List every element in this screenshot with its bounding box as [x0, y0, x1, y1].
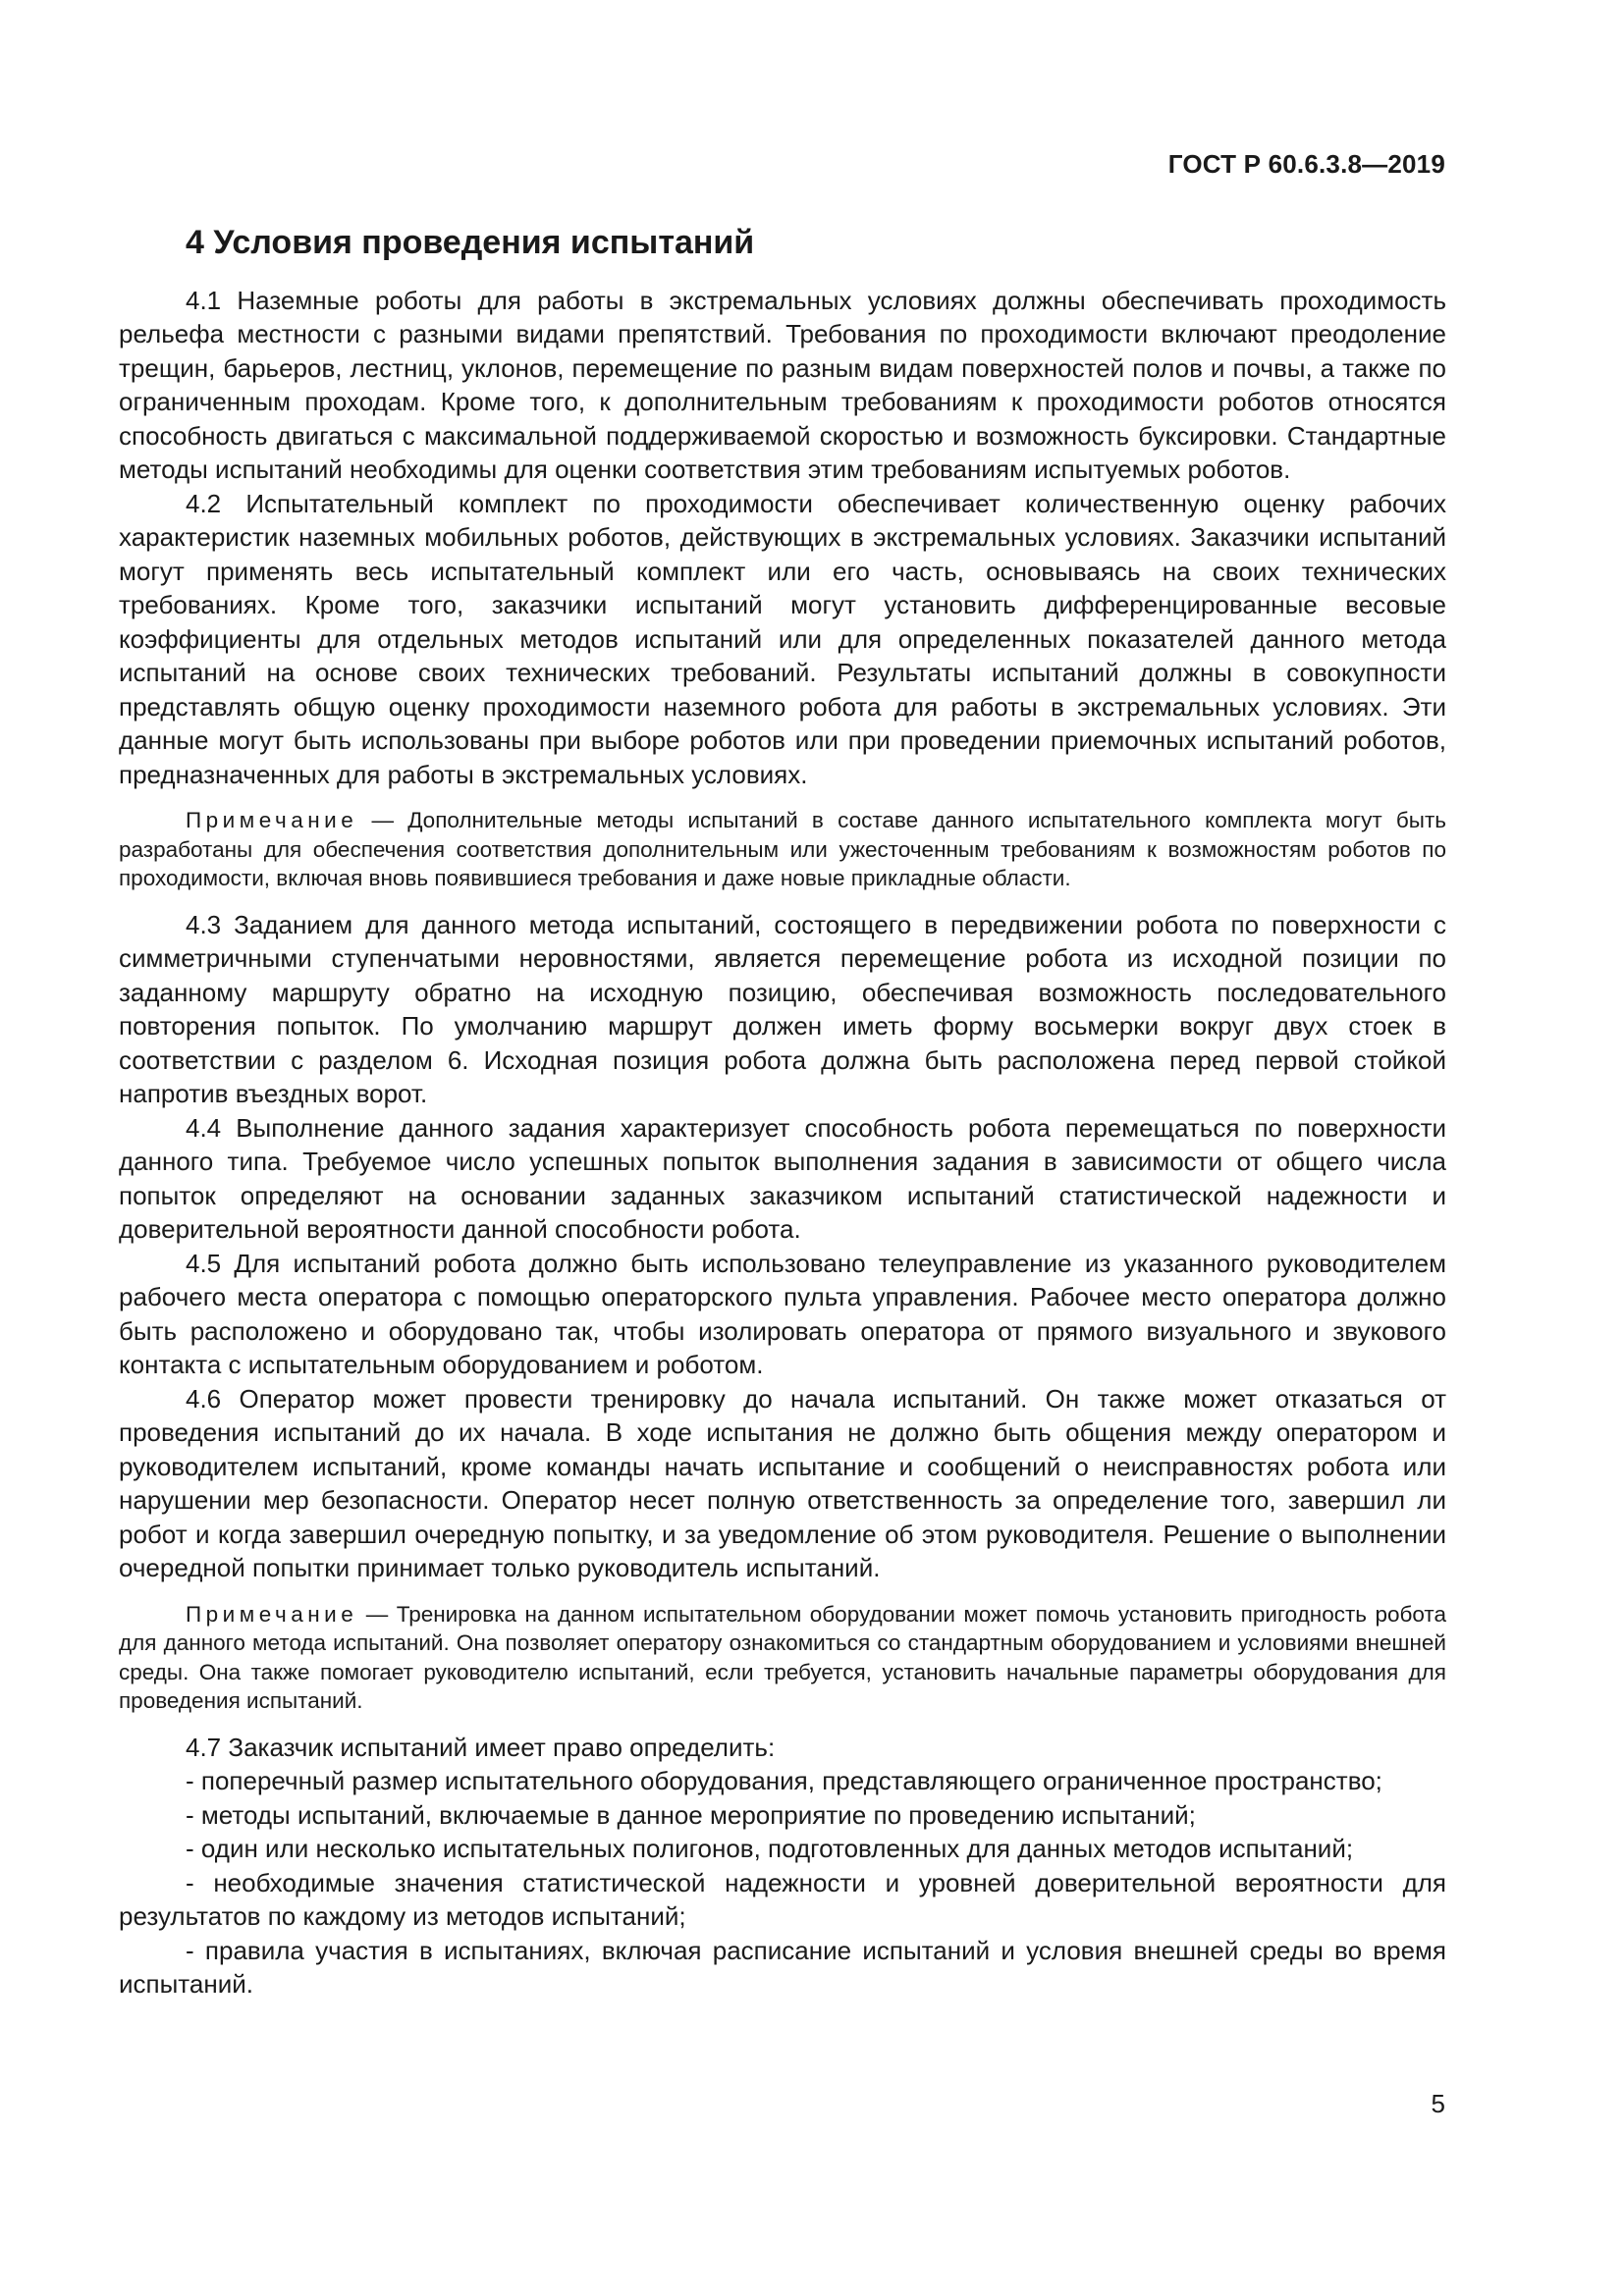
paragraph-4-6: 4.6 Оператор может провести тренировку до начала испытаний. Он также может отказаться от проведения испытаний до их начала. В ходе испытания не должно быть общения между оператором и руководителем испытаний, кроме команды начать испытание и сообщений о неисправностях робота или нарушении мер безопасности. Оператор несет полную ответственность за определение того, завершил ли робот и когда завершил очередную попытку, и за уведомление об этом руководителя. Решение о выполнении очередной попытки принимает только руководитель испытаний. — [119, 1383, 1446, 1582]
list-item: - необходимые значения статистической надежности и уровней доверительной вероятности для результатов по каждому из методов испытаний; — [119, 1867, 1446, 1931]
paragraph-4-2: 4.2 Испытательный комплект по проходимости обеспечивает количественную оценку рабочих характеристик наземных мобильных роботов, действующих в экстремальных условиях. Заказчики испытаний могут применять весь испытательный комплект или его часть, основываясь на своих технических требованиях. Кроме того, заказчики испытаний могут установить дифференцированные весовые коэффициенты для отдельных методов испытаний или для определенных показателей данного метода испытаний на основе своих технических требований. Результаты испытаний должны в совокупности представлять общую оценку проходимости наземного робота для работы в экстремальных условиях. Эти данные могут быть использованы при выборе роботов или при проведении приемочных испытаний роботов, предназначенных для работы в экстремальных условиях. — [119, 488, 1446, 789]
paragraph-4-4: 4.4 Выполнение данного задания характеризует способность робота перемещаться по поверхности данного типа. Требуемое число успешных попыток выполнения задания в зависимости от общего числа попыток определяют на основании заданных заказчиком испытаний статистической надежности и доверительной вероятности данной способности робота. — [119, 1112, 1446, 1244]
list-item: - методы испытаний, включаемые в данное мероприятие по проведению испытаний; — [186, 1799, 1196, 1830]
note-label: Примечание — [186, 1601, 358, 1627]
note-label: Примечание — [186, 808, 358, 832]
list-item: - один или несколько испытательных полигонов, подготовленных для данных методов испытаний; — [186, 1834, 1354, 1863]
note-text: — Дополнительные методы испытаний в составе данного испытательного комплекта могут быть разработаны для обеспечения соответствия дополнительным или ужесточенным требованиям к возможностям роботов по проходимости, включая вновь появившиеся требования и даже новые прикладные области. — [119, 808, 1446, 890]
document-code-header: ГОСТ Р 60.6.3.8—2019 — [1167, 149, 1445, 179]
page-number: 5 — [1431, 2089, 1445, 2118]
paragraph-4-1: 4.1 Наземные роботы для работы в экстремальных условиях должны обеспечивать проходимость рельефа местности с разными видами препятствий. Требования по проходимости включают преодоление трещин, барьеров, лестниц, уклонов, перемещение по разным видам поверхностей полов и почвы, а также по ограниченным проходам. Кроме того, к дополнительным требованиям к проходимости роботов относятся способность двигаться с максимальной поддерживаемой скоростью и возможность буксировки. Стандартные методы испытаний необходимы для оценки соответствия этим требованиям испытуемых роботов. — [119, 285, 1446, 484]
note-2 — [119, 1600, 1446, 1716]
note-1 — [119, 806, 1446, 893]
paragraph-4-3: 4.3 Заданием для данного метода испытаний, состоящего в передвижении робота по поверхности с симметричными ступенчатыми неровностями, является перемещение робота из исходной позиции по заданному маршруту обратно на исходную позицию, обеспечивая возможность последовательного повторения попыток. По умолчанию маршрут должен иметь форму восьмерки вокруг двух стоек в соответствии с разделом 6. Исходная позиция робота должна быть расположена перед первой стойкой напротив въездных ворот. — [119, 909, 1446, 1108]
paragraph-4-5: 4.5 Для испытаний робота должно быть использовано телеуправление из указанного руководителем рабочего места оператора с помощью операторского пульта управления. Рабочее место оператора должно быть расположено и оборудовано так, чтобы изолировать оператора от прямого визуального и звукового контакта с испытательным оборудованием и роботом. — [119, 1248, 1446, 1379]
list-item: - правила участия в испытаниях, включая расписание испытаний и условия внешней среды во время испытаний. — [119, 1935, 1446, 1999]
list-item: - поперечный размер испытательного оборудования, представляющего ограниченное пространство; — [186, 1766, 1382, 1795]
section-title: 4 Условия проведения испытаний — [186, 224, 755, 261]
note-text: — Тренировка на данном испытательном оборудовании может помочь установить пригодность робота для данного метода испытаний. Она позволяет оператору ознакомиться со стандартным оборудованием и условиями внешней среды. Она также помогает руководителю испытаний, если требуется, установить начальные параметры оборудования для проведения испытаний. — [119, 1601, 1446, 1713]
page-content — [119, 222, 1446, 2002]
paragraph-4-7: 4.7 Заказчик испытаний имеет право определить: — [186, 1732, 776, 1762]
